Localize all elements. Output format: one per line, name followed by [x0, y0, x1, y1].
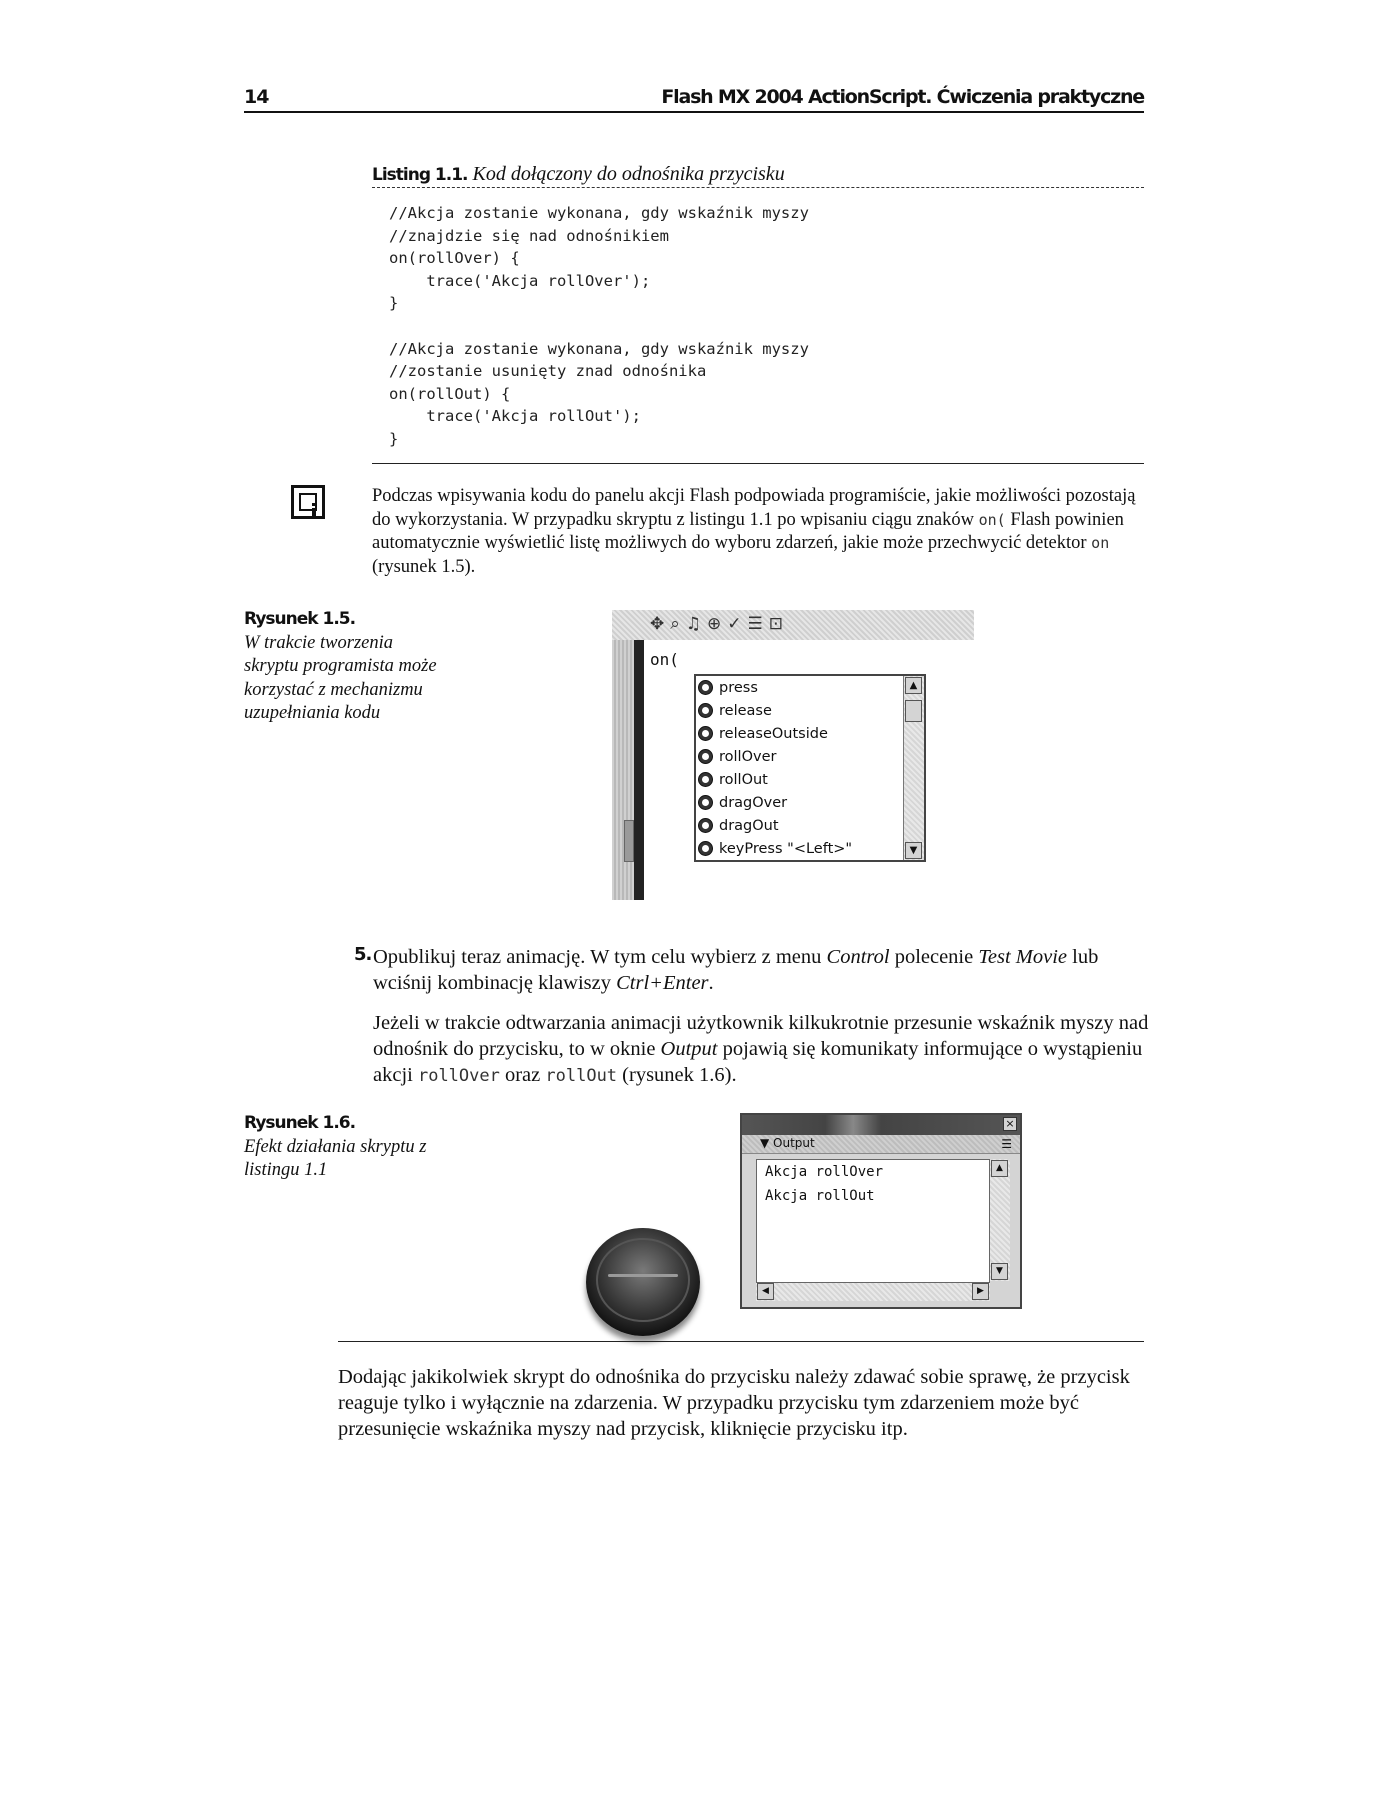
output-horizontal-scrollbar[interactable]	[756, 1283, 990, 1301]
output-vertical-scrollbar[interactable]	[990, 1159, 1010, 1281]
output-panel-title[interactable]: ▼ Output	[760, 1136, 815, 1150]
output-window	[740, 1113, 1022, 1309]
listing-end-rule	[372, 463, 1144, 464]
note-text-1: Podczas wpisywania kodu do panelu akcji Flash podpowiada programiście, jakie możliwości pozostają do wykorzystania. W przypadku skryptu z listingu 1.1 po wpisaniu ciągu znaków	[372, 486, 1136, 530]
completion-item[interactable]	[698, 838, 902, 861]
info-icon-frame	[299, 493, 317, 511]
info-icon-dot	[312, 503, 316, 506]
completion-item[interactable]	[698, 700, 902, 723]
editor-gutter	[612, 640, 634, 900]
completion-item-label: rollOut	[719, 772, 768, 788]
completion-item-label: release	[719, 703, 772, 719]
step-5-command: Test Movie	[978, 946, 1067, 968]
figure-1-5-caption-text: W trakcie tworzenia skryptu programista może korzystać z mechanizmu uzupełniania kodu	[244, 632, 437, 723]
output-text-area[interactable]	[756, 1159, 990, 1283]
step-5-body	[354, 944, 1154, 996]
output-window-titlebar[interactable]	[742, 1115, 1020, 1135]
event-icon	[698, 703, 713, 718]
output-scroll-down-icon[interactable]: ▼	[991, 1263, 1008, 1280]
output-panel-header[interactable]	[742, 1135, 1020, 1154]
completion-item[interactable]	[698, 815, 902, 838]
event-icon	[698, 772, 713, 787]
completion-item-label: releaseOutside	[719, 726, 828, 742]
output-scroll-up-icon[interactable]: ▲	[991, 1160, 1008, 1177]
event-icon	[698, 818, 713, 833]
event-icon	[698, 726, 713, 741]
completion-item-label: dragOver	[719, 795, 788, 811]
output-line: Akcja rollOver	[765, 1164, 884, 1180]
event-icon	[698, 841, 713, 856]
info-icon	[291, 485, 325, 519]
event-icon	[698, 795, 713, 810]
para2-code-2: rollOut	[545, 1066, 618, 1086]
step-5-text-3: lub wciśnij kombinację klawiszy	[373, 946, 1099, 994]
figure-1-6-caption	[244, 1112, 444, 1183]
output-scroll-right-icon[interactable]: ▶	[972, 1283, 989, 1300]
event-icon	[698, 749, 713, 764]
editor-typed-text: on(	[650, 650, 679, 669]
listing-rule	[372, 187, 1144, 188]
flash-button[interactable]	[586, 1228, 700, 1336]
step-5-text-2: polecenie	[889, 946, 979, 968]
completion-item[interactable]	[698, 677, 902, 700]
output-paragraph	[373, 1010, 1153, 1089]
event-icon	[698, 680, 713, 695]
step-5-menu: Control	[826, 946, 890, 968]
scroll-thumb[interactable]	[905, 700, 922, 722]
completion-item-label: keyPress "<Left>"	[719, 841, 853, 857]
completion-item-label: press	[719, 680, 758, 696]
completion-items	[698, 677, 902, 861]
para2-code-1: rollOver	[417, 1066, 500, 1086]
panel-resize-handle[interactable]	[624, 820, 634, 862]
listing-label: Listing 1.1.	[372, 165, 468, 185]
note-text-2: Flash powinien automatycznie wyświetlić listę możliwych do wyboru zdarzeń, jakie może przechwycić detektor	[372, 509, 1124, 553]
listing-code: //Akcja zostanie wykonana, gdy wskaźnik myszy //znajdzie się nad odnośnikiem on(rollOver) { trace('Akcja rollOver'); } //Akcja zostanie wykonana, gdy wskaźnik myszy //zostanie usunięty znad odnośnika on(rollOut) { trace('Akcja rollOut'); }	[389, 204, 809, 448]
completion-item-label: dragOut	[719, 818, 779, 834]
step-5-text-1: Opublikuj teraz animację. W tym celu wybierz z menu	[373, 946, 827, 968]
step-number: 5.	[354, 944, 372, 965]
step-5-keys: Ctrl+Enter	[616, 972, 709, 994]
section-rule	[338, 1341, 1144, 1342]
note-code-1: on(	[978, 510, 1006, 529]
completion-scrollbar[interactable]	[903, 676, 924, 860]
note-code-2: on	[1091, 534, 1110, 552]
scroll-up-button[interactable]: ▲	[905, 677, 922, 694]
output-scroll-left-icon[interactable]: ◀	[757, 1283, 774, 1300]
para2-text-4: (rysunek 1.6).	[617, 1064, 737, 1086]
step-5-text-4: .	[708, 972, 714, 994]
running-title: Flash MX 2004 ActionScript. Ćwiczenia praktyczne	[661, 86, 1144, 108]
close-icon[interactable]: ×	[1003, 1117, 1017, 1131]
figure-1-6-caption-text: Efekt działania skryptu z listingu 1.1	[244, 1136, 427, 1180]
listing-caption	[372, 163, 785, 186]
completion-item[interactable]	[698, 792, 902, 815]
para2-text-3: oraz	[499, 1064, 546, 1086]
figure-1-5-label: Rysunek 1.5.	[244, 609, 356, 629]
figure-1-5-caption	[244, 608, 444, 726]
completion-item-label: rollOver	[719, 749, 777, 765]
para2-window: Output	[660, 1038, 718, 1060]
completion-list[interactable]	[694, 674, 926, 862]
final-paragraph: Dodając jakikolwiek skrypt do odnośnika do przycisku należy zdawać sobie sprawę, że przycisk reaguje tylko i wyłącznie na zdarzenia. W przypadku przycisku tym zdarzeniem może być przesunięcie wskaźnika myszy nad przycisk, kliknięcie przycisku itp.	[338, 1366, 1130, 1440]
figure-1-6-label: Rysunek 1.6.	[244, 1113, 356, 1133]
step-5-paragraph	[354, 944, 1154, 996]
para2-text-2: pojawią się komunikaty informujące o wystąpieniu akcji	[373, 1038, 1143, 1086]
header-rule	[244, 111, 1144, 113]
code-completion-screenshot	[612, 610, 974, 900]
info-icon-stem	[312, 508, 316, 517]
listing-caption-text: Kod dołączony do odnośnika przycisku	[472, 163, 785, 185]
page-number: 14	[244, 86, 269, 108]
toolbar-icons: ✥⌕♫⊕✓☰⊡	[650, 614, 789, 634]
para2-text-1: Jeżeli w trakcie odtwarzania animacji użytkownik kilkukrotnie przesunie wskaźnik myszy nad odnośnik do przycisku, to w oknie	[373, 1012, 1149, 1060]
completion-item[interactable]	[698, 723, 902, 746]
completion-item[interactable]	[698, 769, 902, 792]
panel-menu-icon[interactable]: ☰	[1001, 1137, 1012, 1151]
note-paragraph	[372, 485, 1150, 579]
completion-item[interactable]	[698, 746, 902, 769]
note-text-3: (rysunek 1.5).	[372, 556, 476, 577]
output-line: Akcja rollOut	[765, 1188, 875, 1204]
actions-toolbar	[612, 610, 974, 640]
scroll-down-button[interactable]: ▼	[905, 842, 922, 859]
